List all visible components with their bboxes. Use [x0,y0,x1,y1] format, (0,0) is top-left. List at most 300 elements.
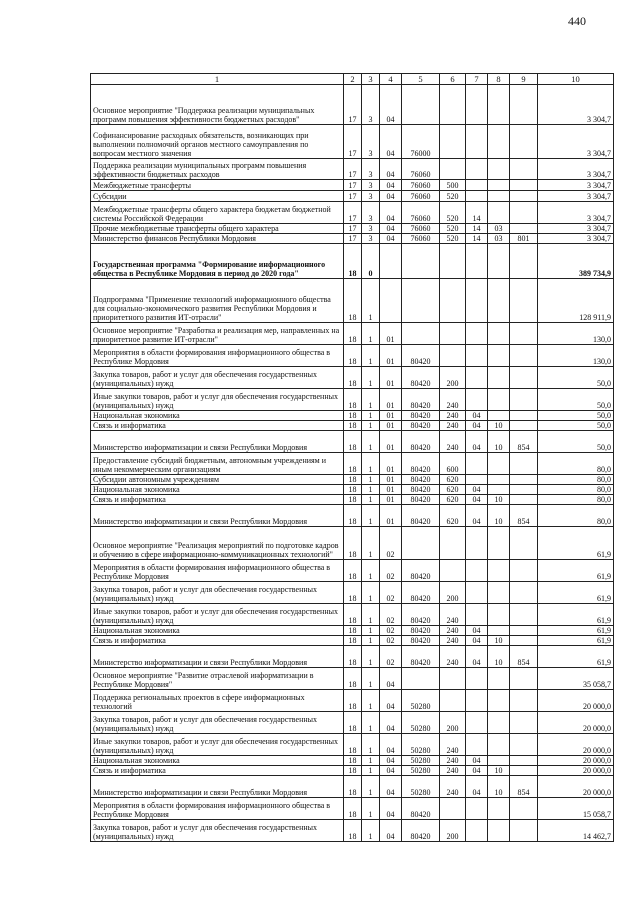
cell-name: Иные закупки товаров, работ и услуг для обеспечения государственных (муниципальных) нужд [91,604,344,626]
table-row [91,527,614,560]
column-header: 3 [362,74,380,85]
cell-code-7: 04 [466,646,488,668]
cell-code-8 [488,453,510,475]
cell-amount: 50,0 [538,431,614,453]
cell-code-4: 04 [380,234,402,244]
cell-amount: 3 304,7 [538,234,614,244]
cell-code-7 [466,389,488,411]
cell-code-9: 801 [510,234,538,244]
cell-amount: 3 304,7 [538,180,614,191]
cell-code-8 [488,820,510,842]
cell-code-9 [510,367,538,389]
cell-code-5 [402,85,440,125]
table-row [91,431,614,453]
cell-amount: 20 000,0 [538,712,614,734]
cell-code-5: 80420 [402,411,440,421]
cell-code-9 [510,582,538,604]
table-row [91,636,614,646]
cell-code-2: 18 [344,244,362,279]
cell-code-3: 1 [362,485,380,495]
cell-code-6: 600 [440,453,466,475]
cell-code-5: 80420 [402,475,440,485]
cell-code-4: 01 [380,431,402,453]
table-row [91,798,614,820]
cell-code-9 [510,159,538,180]
cell-code-7 [466,527,488,560]
column-header: 4 [380,74,402,85]
cell-code-2: 18 [344,485,362,495]
cell-code-4: 04 [380,191,402,202]
cell-name: Национальная экономика [91,411,344,421]
cell-code-2: 18 [344,646,362,668]
cell-amount: 130,0 [538,323,614,345]
cell-amount: 3 304,7 [538,125,614,159]
cell-code-9 [510,485,538,495]
cell-amount: 3 304,7 [538,191,614,202]
cell-code-7 [466,820,488,842]
cell-code-2: 18 [344,279,362,323]
column-header: 9 [510,74,538,85]
cell-amount: 80,0 [538,505,614,527]
cell-code-9 [510,180,538,191]
cell-code-9 [510,668,538,690]
cell-code-8 [488,125,510,159]
cell-code-2: 17 [344,234,362,244]
table-body [91,74,614,842]
cell-code-5: 80420 [402,582,440,604]
cell-code-7 [466,475,488,485]
cell-code-3: 1 [362,323,380,345]
cell-code-4: 02 [380,604,402,626]
cell-name: Закупка товаров, работ и услуг для обеспечения государственных (муниципальных) нужд [91,367,344,389]
cell-code-7 [466,668,488,690]
cell-code-5: 76060 [402,159,440,180]
cell-code-9: 854 [510,505,538,527]
cell-amount: 80,0 [538,495,614,505]
cell-code-7: 04 [466,636,488,646]
cell-name: Межбюджетные трансферты общего характера бюджетам бюджетной системы Российской Федерации [91,202,344,224]
cell-amount: 80,0 [538,485,614,495]
cell-code-9 [510,712,538,734]
cell-code-2: 18 [344,636,362,646]
cell-code-5: 80420 [402,485,440,495]
cell-code-4 [380,244,402,279]
cell-code-2: 18 [344,345,362,367]
cell-code-6: 200 [440,582,466,604]
cell-code-3: 1 [362,646,380,668]
table-row [91,475,614,485]
cell-code-7 [466,798,488,820]
cell-code-9 [510,345,538,367]
cell-code-7: 04 [466,421,488,431]
cell-code-4: 04 [380,224,402,234]
cell-code-9: 854 [510,646,538,668]
cell-code-5: 50280 [402,712,440,734]
cell-code-4: 01 [380,389,402,411]
cell-code-2: 18 [344,734,362,756]
cell-code-5: 50280 [402,756,440,766]
cell-code-6: 620 [440,475,466,485]
cell-code-9 [510,604,538,626]
cell-name: Мероприятия в области формирования информационного общества в Республике Мордовия [91,798,344,820]
cell-code-5: 80420 [402,626,440,636]
cell-code-5: 80420 [402,646,440,668]
cell-amount: 130,0 [538,345,614,367]
cell-code-2: 18 [344,323,362,345]
cell-code-8 [488,626,510,636]
cell-code-2: 18 [344,668,362,690]
cell-code-3: 1 [362,776,380,798]
cell-code-9 [510,125,538,159]
cell-code-6: 200 [440,367,466,389]
cell-code-7: 04 [466,485,488,495]
cell-code-4: 04 [380,776,402,798]
cell-code-3: 1 [362,712,380,734]
table-row [91,766,614,776]
cell-code-3: 3 [362,180,380,191]
cell-code-8 [488,690,510,712]
cell-code-2: 18 [344,367,362,389]
cell-name: Прочие межбюджетные трансферты общего характера [91,224,344,234]
cell-amount: 50,0 [538,389,614,411]
column-header: 8 [488,74,510,85]
cell-code-6 [440,668,466,690]
cell-code-4: 01 [380,505,402,527]
cell-name: Национальная экономика [91,485,344,495]
cell-code-5: 76060 [402,180,440,191]
cell-code-4: 02 [380,582,402,604]
cell-code-3: 1 [362,734,380,756]
cell-name: Связь и информатика [91,495,344,505]
cell-code-7 [466,191,488,202]
cell-code-3: 1 [362,345,380,367]
cell-code-2: 18 [344,766,362,776]
table-row [91,234,614,244]
cell-code-2: 18 [344,495,362,505]
cell-code-6: 240 [440,636,466,646]
cell-code-7 [466,323,488,345]
cell-code-8 [488,244,510,279]
cell-code-3: 1 [362,820,380,842]
column-header: 1 [91,74,344,85]
cell-code-8 [488,756,510,766]
cell-amount: 61,9 [538,636,614,646]
table-row [91,505,614,527]
cell-code-4 [380,279,402,323]
cell-code-2: 17 [344,85,362,125]
cell-name: Национальная экономика [91,756,344,766]
cell-code-2: 18 [344,776,362,798]
cell-code-5 [402,668,440,690]
table-row [91,202,614,224]
cell-code-6 [440,85,466,125]
cell-code-4: 02 [380,527,402,560]
cell-code-7 [466,712,488,734]
cell-name: Поддержка региональных проектов в сфере информационных технологий [91,690,344,712]
cell-code-8 [488,527,510,560]
cell-code-2: 18 [344,712,362,734]
cell-code-7 [466,582,488,604]
cell-code-9 [510,244,538,279]
table-row [91,389,614,411]
cell-amount: 50,0 [538,411,614,421]
cell-code-8: 10 [488,505,510,527]
cell-code-8 [488,202,510,224]
cell-code-2: 18 [344,626,362,636]
cell-name: Связь и информатика [91,766,344,776]
cell-code-3: 3 [362,224,380,234]
column-header: 7 [466,74,488,85]
cell-code-6 [440,159,466,180]
cell-code-6: 620 [440,505,466,527]
cell-name: Основное мероприятие "Развитие отраслевой информатизации в Республике Мордовия" [91,668,344,690]
cell-code-5: 76060 [402,234,440,244]
cell-code-7: 04 [466,756,488,766]
cell-amount: 128 911,9 [538,279,614,323]
cell-code-9 [510,411,538,421]
table-row [91,756,614,766]
cell-code-4: 04 [380,712,402,734]
cell-code-3: 1 [362,389,380,411]
cell-code-3: 1 [362,636,380,646]
table-row [91,453,614,475]
cell-code-8: 10 [488,431,510,453]
cell-amount: 3 304,7 [538,85,614,125]
cell-code-8 [488,582,510,604]
cell-code-4: 04 [380,690,402,712]
cell-code-3: 1 [362,431,380,453]
cell-code-5: 80420 [402,431,440,453]
cell-code-4: 04 [380,734,402,756]
cell-code-9 [510,560,538,582]
cell-code-3: 1 [362,798,380,820]
cell-code-6: 240 [440,411,466,421]
cell-code-2: 18 [344,820,362,842]
table-row [91,626,614,636]
cell-code-4: 04 [380,125,402,159]
cell-code-3: 3 [362,234,380,244]
cell-code-9 [510,626,538,636]
cell-code-6: 620 [440,485,466,495]
cell-code-9 [510,323,538,345]
cell-code-4: 01 [380,495,402,505]
cell-amount: 61,9 [538,560,614,582]
table-row [91,712,614,734]
table-row [91,582,614,604]
column-header: 2 [344,74,362,85]
cell-code-6: 240 [440,421,466,431]
cell-code-7 [466,734,488,756]
budget-table [90,73,614,842]
cell-code-6: 240 [440,646,466,668]
cell-code-5: 80420 [402,505,440,527]
cell-code-4: 01 [380,323,402,345]
cell-code-4: 04 [380,180,402,191]
cell-code-6: 200 [440,712,466,734]
cell-amount: 20 000,0 [538,734,614,756]
cell-code-3: 3 [362,125,380,159]
cell-code-5: 80420 [402,345,440,367]
cell-code-4: 02 [380,636,402,646]
cell-code-2: 18 [344,505,362,527]
cell-code-5: 80420 [402,453,440,475]
cell-code-7: 04 [466,495,488,505]
cell-code-5: 80420 [402,604,440,626]
cell-amount: 61,9 [538,604,614,626]
cell-code-3: 1 [362,367,380,389]
cell-code-7 [466,453,488,475]
cell-name: Мероприятия в области формирования информационного общества в Республике Мордовия [91,345,344,367]
cell-code-2: 18 [344,453,362,475]
cell-code-2: 17 [344,224,362,234]
cell-code-2: 17 [344,191,362,202]
cell-code-7: 04 [466,505,488,527]
cell-code-9 [510,191,538,202]
table-row [91,485,614,495]
cell-code-7: 14 [466,224,488,234]
cell-code-6 [440,279,466,323]
cell-code-4: 04 [380,85,402,125]
cell-code-7: 04 [466,766,488,776]
cell-code-4: 04 [380,798,402,820]
cell-name: Закупка товаров, работ и услуг для обеспечения государственных (муниципальных) нужд [91,582,344,604]
cell-name: Основное мероприятие "Разработка и реализация мер, направленных на приоритетное развитие ИТ-отрасли" [91,323,344,345]
cell-code-3: 1 [362,582,380,604]
cell-code-2: 18 [344,560,362,582]
table-row [91,776,614,798]
table-row [91,367,614,389]
cell-code-9 [510,389,538,411]
cell-name: Министерство информатизации и связи Республики Мордовия [91,776,344,798]
cell-code-5 [402,244,440,279]
cell-code-2: 18 [344,431,362,453]
cell-code-3: 1 [362,626,380,636]
cell-code-9 [510,756,538,766]
table-row [91,191,614,202]
cell-amount: 20 000,0 [538,756,614,766]
cell-code-3: 1 [362,279,380,323]
cell-code-8 [488,367,510,389]
cell-code-7: 14 [466,234,488,244]
cell-code-4: 02 [380,626,402,636]
table-row [91,345,614,367]
cell-code-6: 240 [440,734,466,756]
cell-code-3: 1 [362,421,380,431]
cell-amount: 20 000,0 [538,776,614,798]
table-row [91,820,614,842]
cell-code-6: 500 [440,180,466,191]
cell-amount: 15 058,7 [538,798,614,820]
cell-code-6 [440,690,466,712]
cell-code-2: 18 [344,527,362,560]
cell-code-9 [510,224,538,234]
cell-code-8 [488,389,510,411]
cell-code-3: 1 [362,766,380,776]
cell-code-5: 76060 [402,224,440,234]
cell-code-6: 520 [440,191,466,202]
table-row [91,734,614,756]
cell-name: Закупка товаров, работ и услуг для обеспечения государственных (муниципальных) нужд [91,820,344,842]
cell-code-8: 03 [488,234,510,244]
cell-code-2: 18 [344,604,362,626]
cell-code-3: 1 [362,527,380,560]
cell-code-8 [488,191,510,202]
cell-code-2: 18 [344,421,362,431]
table-row [91,224,614,234]
cell-code-2: 18 [344,690,362,712]
cell-code-5: 50280 [402,766,440,776]
table-row [91,159,614,180]
cell-code-6: 240 [440,604,466,626]
table-row [91,646,614,668]
cell-code-4: 04 [380,159,402,180]
cell-name: Министерство информатизации и связи Республики Мордовия [91,646,344,668]
cell-amount: 3 304,7 [538,202,614,224]
cell-name: Подпрограмма "Применение технологий информационного общества для социально-экономического развития Республики Мордовия и приоритетного развития ИТ-отрасли" [91,279,344,323]
cell-code-2: 17 [344,125,362,159]
cell-code-6 [440,345,466,367]
cell-code-9 [510,690,538,712]
table-row [91,690,614,712]
cell-code-4: 01 [380,411,402,421]
cell-code-8 [488,475,510,485]
cell-code-7 [466,279,488,323]
cell-code-9 [510,820,538,842]
cell-amount: 80,0 [538,453,614,475]
table-row [91,604,614,626]
cell-code-5 [402,323,440,345]
cell-code-8 [488,668,510,690]
cell-name: Предоставление субсидий бюджетным, автономным учреждениям и иным некоммерческим организациям [91,453,344,475]
cell-code-8 [488,798,510,820]
cell-code-3: 0 [362,244,380,279]
cell-code-4: 04 [380,668,402,690]
cell-code-3: 1 [362,475,380,485]
table-row [91,495,614,505]
cell-code-6: 240 [440,776,466,798]
cell-code-5: 80420 [402,798,440,820]
cell-code-7: 04 [466,431,488,453]
cell-code-4: 04 [380,756,402,766]
cell-code-6: 240 [440,766,466,776]
cell-name: Государственная программа "Формирование информационного общества в Республике Мордовия в период до 2020 года" [91,244,344,279]
cell-code-3: 1 [362,495,380,505]
cell-name: Субсидии автономным учреждениям [91,475,344,485]
cell-code-6: 520 [440,224,466,234]
cell-code-7 [466,244,488,279]
cell-code-5 [402,527,440,560]
cell-name: Мероприятия в области формирования информационного общества в Республике Мордовия [91,560,344,582]
cell-amount: 20 000,0 [538,766,614,776]
header-row [91,74,614,85]
cell-code-8: 03 [488,224,510,234]
cell-code-2: 18 [344,798,362,820]
table-row [91,125,614,159]
column-header: 5 [402,74,440,85]
cell-code-8 [488,279,510,323]
cell-code-5: 50280 [402,776,440,798]
cell-amount: 61,9 [538,626,614,636]
cell-code-5: 76060 [402,202,440,224]
cell-amount: 80,0 [538,475,614,485]
cell-code-4: 01 [380,475,402,485]
cell-code-6: 520 [440,202,466,224]
cell-amount: 389 734,9 [538,244,614,279]
cell-code-4: 01 [380,485,402,495]
cell-code-7 [466,85,488,125]
cell-name: Связь и информатика [91,636,344,646]
cell-code-8: 10 [488,776,510,798]
